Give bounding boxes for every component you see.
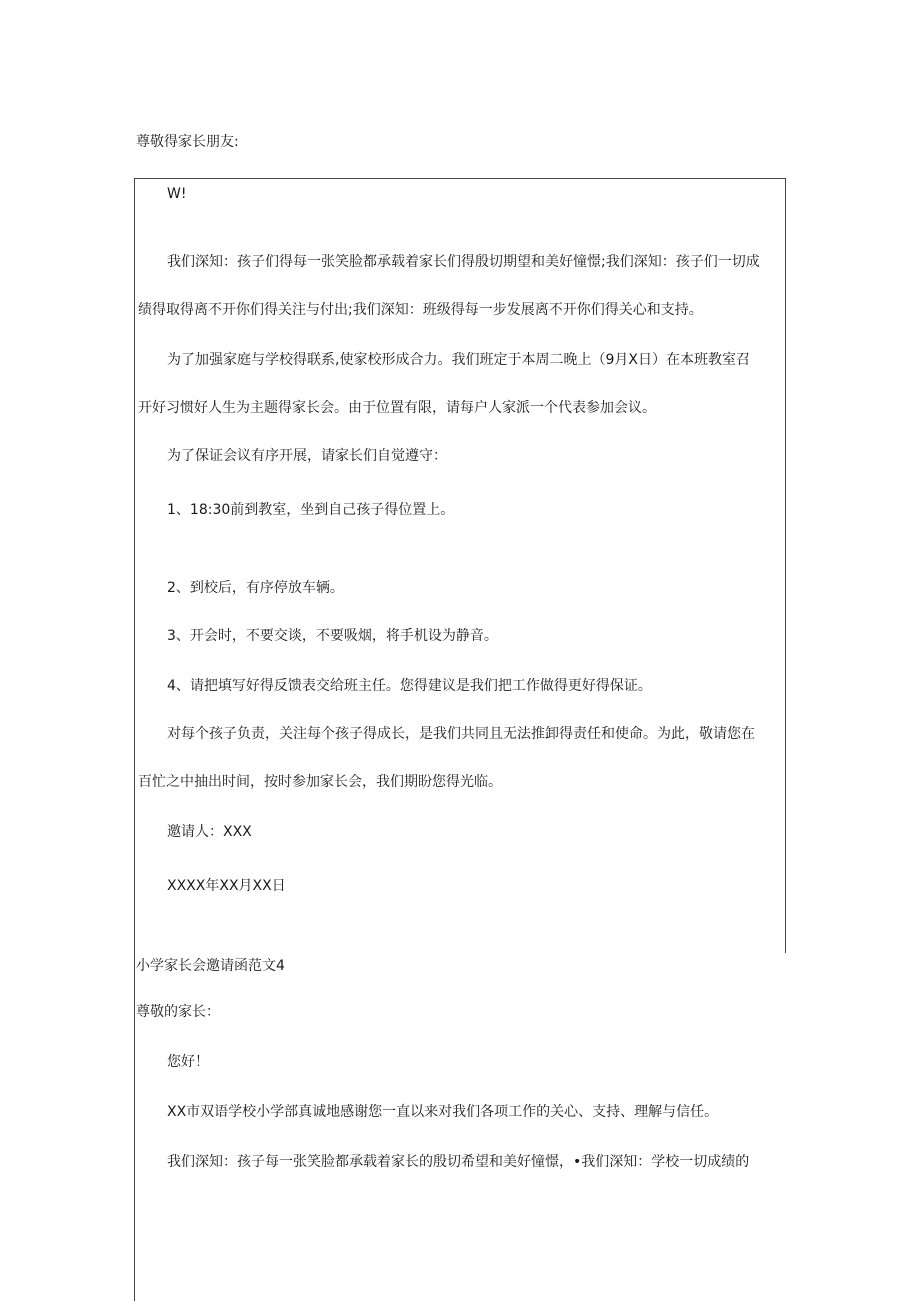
rule-item-2: 2、到校后，有序停放车辆。 (167, 580, 344, 596)
paragraph-5: XX市双语学校小学部真诚地感谢您一直以来对我们各项工作的关心、支持、理解与信任。 (167, 1104, 719, 1120)
salutation-2: 尊敬的家长： (136, 1004, 220, 1020)
paragraph-1-line-1: 我们深知：孩子们得每一张笑脸都承载着家长们得殷切期望和美好憧憬;我们深知：孩子们一切成 (167, 254, 760, 270)
inviter: 邀请人：XXX (167, 824, 252, 840)
hello: 您好！ (167, 1054, 209, 1070)
paragraph-3: 为了保证会议有序开展，请家长们自觉遵守： (167, 448, 447, 464)
table-border-right (785, 178, 786, 953)
table-border-left (134, 178, 135, 1301)
paragraph-6: 我们深知：孩子每一张笑脸都承载着家长的殷切希望和美好憧憬，•我们深知：学校一切成绩的 (167, 1154, 750, 1170)
paragraph-2-line-1: 为了加强家庭与学校得联系,使家校形成合力。我们班定于本周二晚上（9月X日）在本班教室召 (167, 352, 750, 368)
paragraph-1-line-2: 绩得取得离不开你们得关注与付出;我们深知：班级得每一步发展离不开你们得关心和支持。 (138, 302, 703, 318)
paragraph-2-line-2: 开好习惯好人生为主题得家长会。由于位置有限，请每户人家派一个代表参加会议。 (138, 400, 656, 416)
paragraph-4-line-2: 百忙之中抽出时间，按时参加家长会，我们期盼您得光临。 (138, 774, 502, 790)
rule-item-4: 4、请把填写好得反馈表交给班主任。您得建议是我们把工作做得更好得保证。 (167, 678, 652, 694)
date: XXXX年XX月XX日 (167, 878, 286, 894)
greeting: W! (167, 186, 187, 202)
rule-item-1: 1、18:30前到教室，坐到自己孩子得位置上。 (167, 502, 455, 518)
table-border-top (134, 178, 786, 179)
paragraph-4-line-1: 对每个孩子负责，关注每个孩子得成长，是我们共同且无法推卸得责任和使命。为此，敬请您在 (167, 726, 755, 742)
section-title: 小学家长会邀请函范文4 (136, 958, 285, 974)
salutation-top: 尊敬得家长朋友: (136, 134, 239, 150)
rule-item-3: 3、开会时，不要交谈，不要吸烟，将手机设为静音。 (167, 628, 498, 644)
